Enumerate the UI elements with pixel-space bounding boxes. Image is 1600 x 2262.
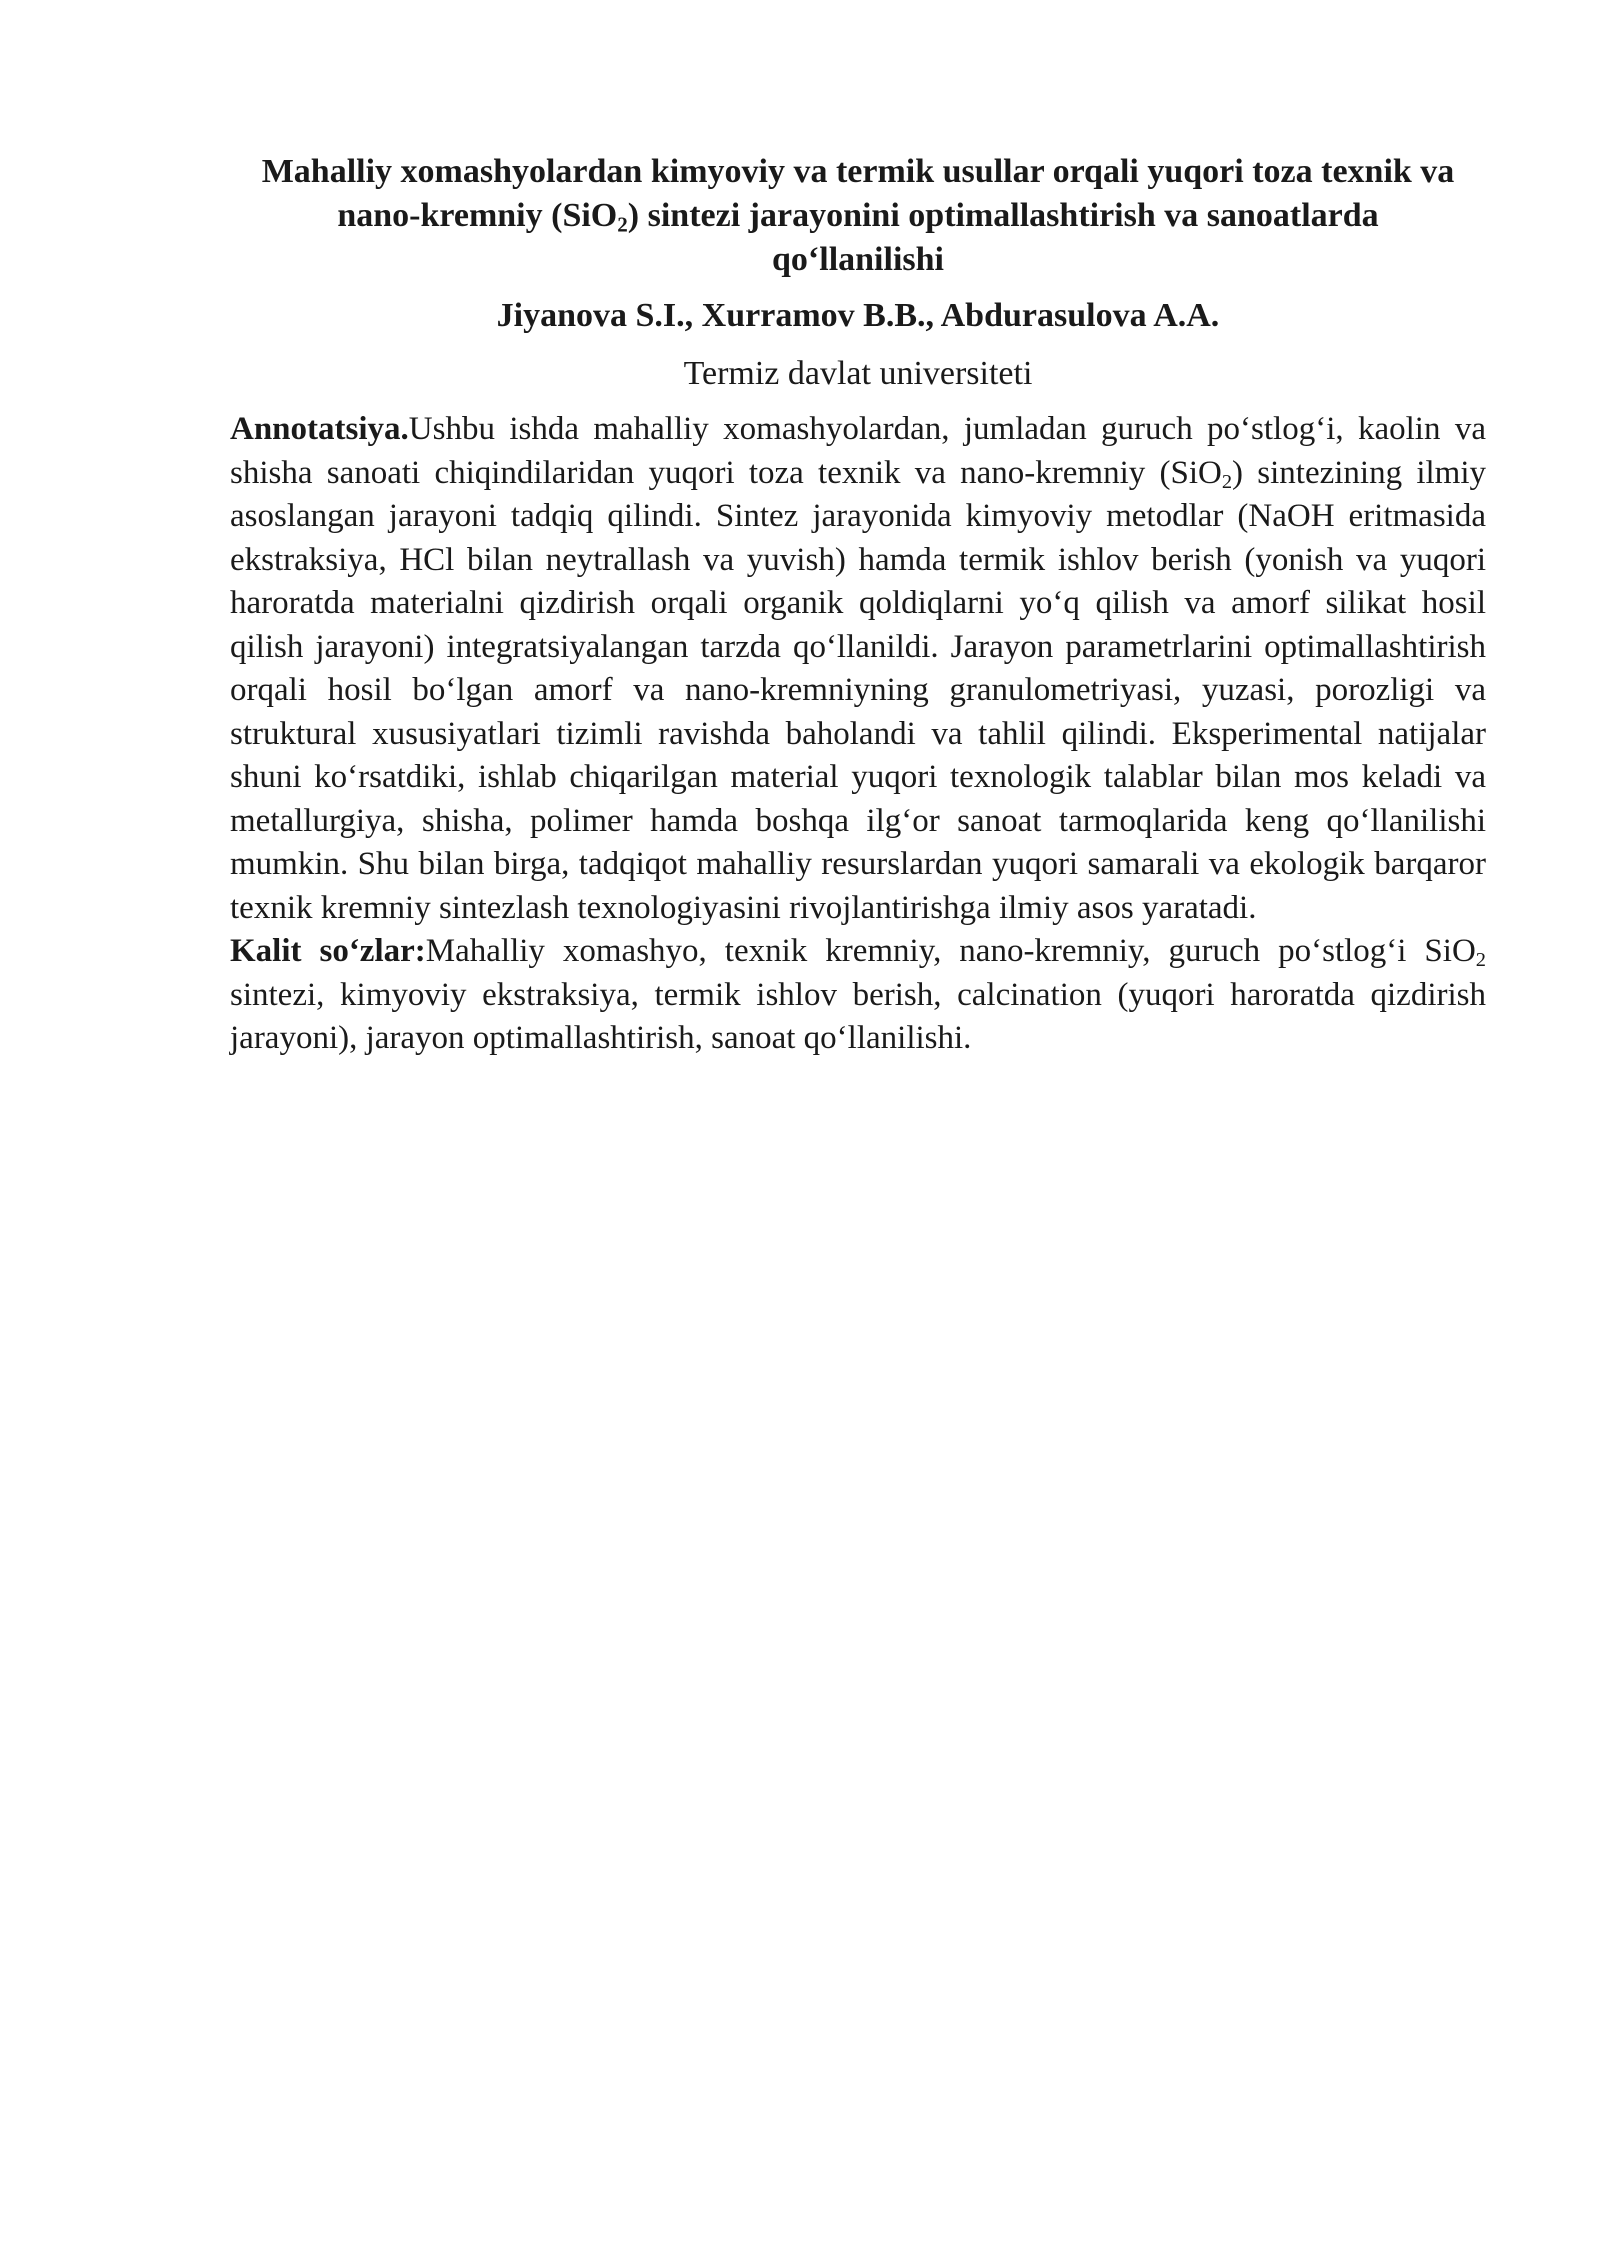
- affiliation: Termiz davlat universiteti: [683, 355, 1033, 392]
- keywords-label: Kalit so‘zlar:: [230, 933, 426, 969]
- keywords-text-part1: Mahalliy xomashyo, texnik kremniy, nano-kremniy, guruch po‘stlog‘i SiO: [425, 933, 1476, 969]
- title-subscript: 2: [617, 212, 628, 237]
- author-list: Jiyanova S.I., Xurramov B.B., Abdurasulova A.A.: [496, 297, 1220, 334]
- abstract-text-part2: ) sintezining ilmiy asoslangan jarayoni tadqiq qilindi. Sintez jarayonida kimyoviy metodlar (NaOH eritmasida ekstraksiya, HCl bilan neytrallash va yuvish) hamda termik ishlov berish (yonish va yuqori haroratda materialni qizdirish orqali organik qoldiqlarni yo‘q qilish va amorf silikat hosil qilish jarayoni) integratsiyalangan tarzda qo‘llanildi. Jarayon parametrlarini optimallashtirish orqali hosil bo‘lgan amorf va nano-kremniyning granulometriyasi, yuzasi, porozligi va struktural xususiyatlari tizimli ravishda baholandi va tahlil qilindi. Eksperimental natijalar shuni ko‘rsatdiki, ishlab chiqarilgan material yuqori texnologik talablar bilan mos keladi va metallurgiya, shisha, polimer hamda boshqa ilg‘or sanoat tarmoqlarida keng qo‘llanilishi mumkin. Shu bilan birga, tadqiqot mahalliy resurslardan yuqori samarali va ekologik barqaror texnik kremniy sintezlash texnologiyasini rivojlantirishga ilmiy asos yaratadi.: [230, 454, 1486, 926]
- title-text-part1: Mahalliy xomashyolardan kimyoviy va termik usullar orqali yuqori toza texnik va nano-kremniy (SiO: [261, 153, 1455, 234]
- paper-page: [230, 150, 1486, 1061]
- abstract-text-part1: Ushbu ishda mahalliy xomashyolardan, jumladan guruch po‘stlog‘i, kaolin va shisha sanoati chiqindilaridan yuqori toza texnik va nano-kremniy (SiO: [230, 411, 1486, 491]
- keywords-paragraph: [230, 930, 1486, 1061]
- keywords-text-part2: sintezi, kimyoviy ekstraksiya, termik ishlov berish, calcination (yuqori haroratda qizdirish jarayoni), jarayon optimallashtirish, sanoat qo‘llanilishi.: [230, 976, 1486, 1056]
- paper-title: [230, 150, 1486, 282]
- abstract-subscript: 2: [1221, 470, 1233, 493]
- title-text-part2: ) sintezi jarayonini optimallashtirish va sanoatlarda qo‘llanilishi: [627, 197, 1379, 278]
- abstract-label: Annotatsiya.: [230, 411, 409, 447]
- keywords-subscript: 2: [1475, 949, 1486, 972]
- abstract-paragraph: [230, 408, 1486, 930]
